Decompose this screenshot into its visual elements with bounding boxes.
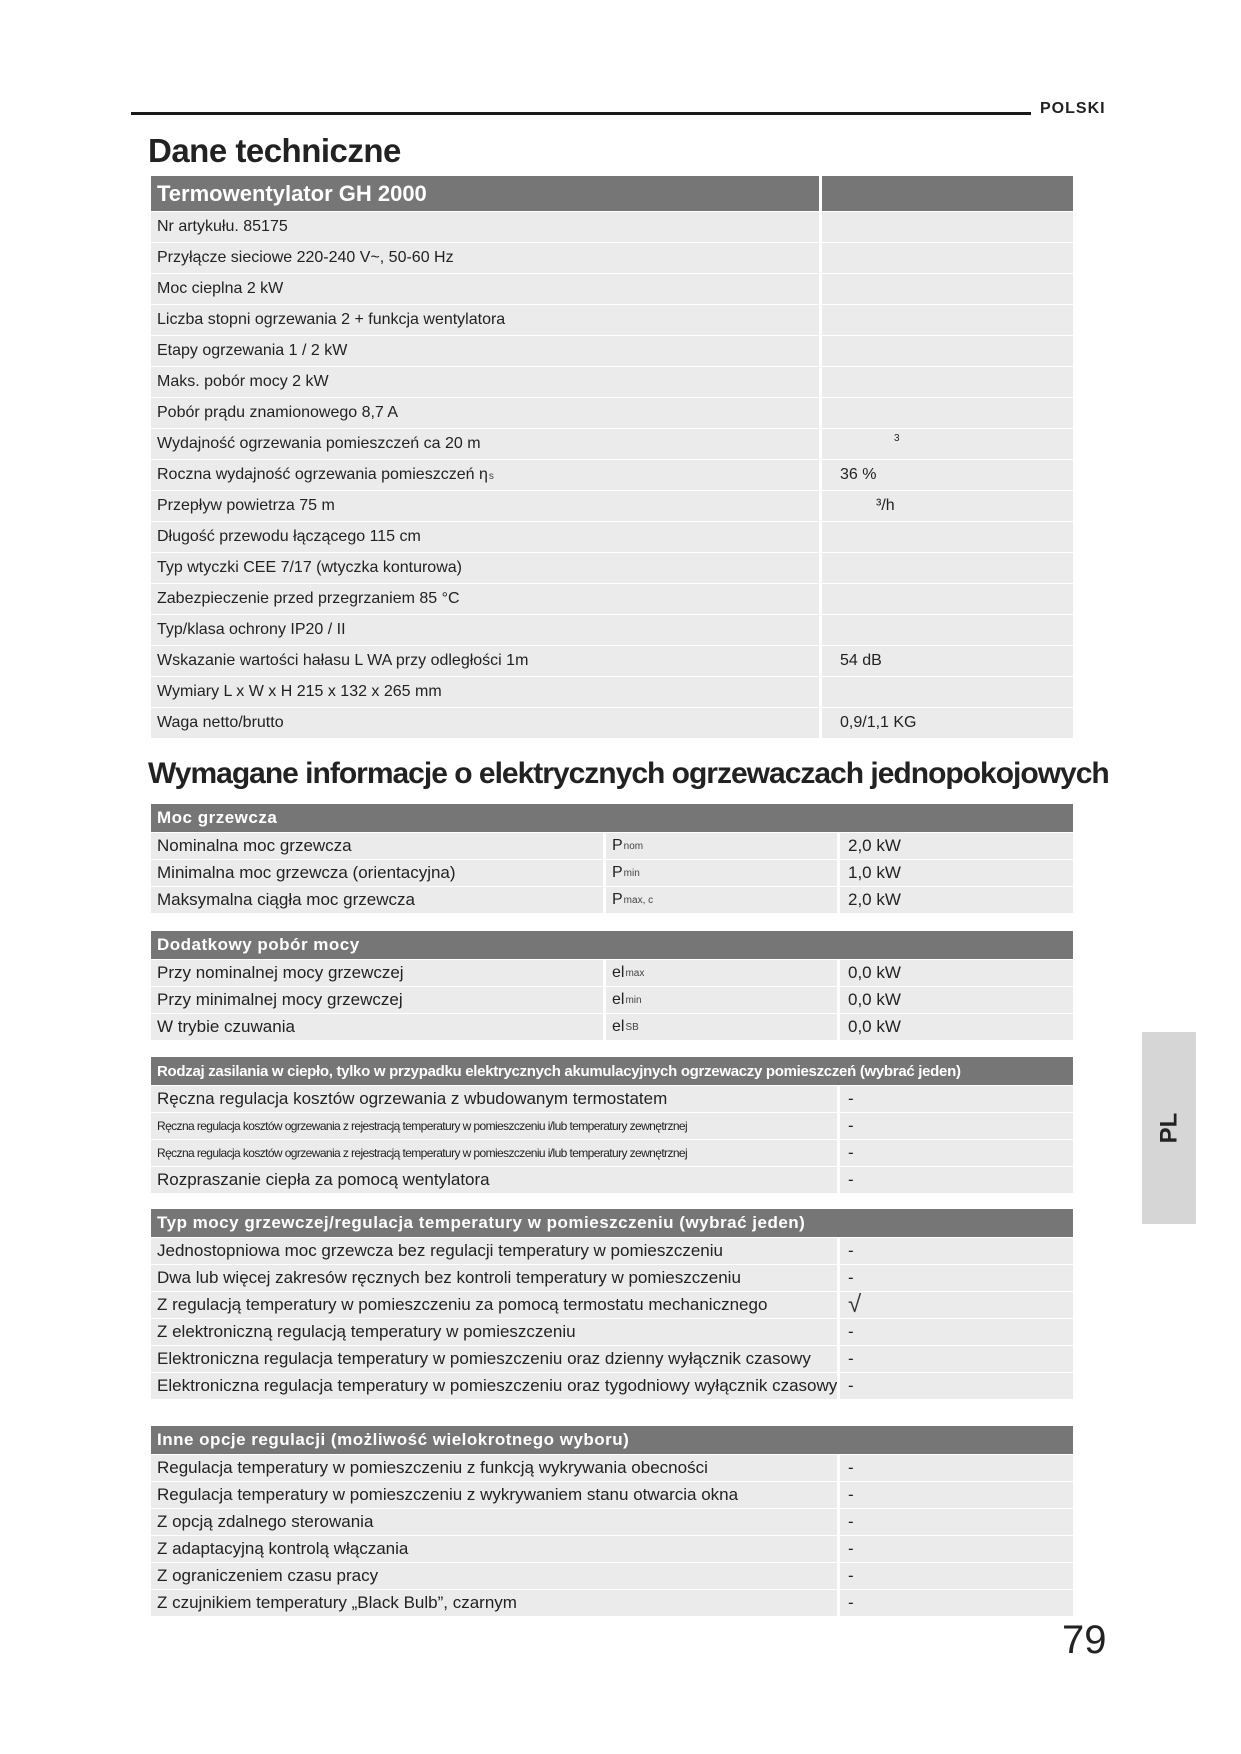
table-row bbox=[151, 1238, 1073, 1265]
table-row bbox=[151, 553, 1073, 584]
spec-value: 3 bbox=[819, 429, 1073, 459]
heat-input-table bbox=[151, 1057, 1073, 1194]
table-title: Inne opcje regulacji (możliwość wielokrotnego wyboru) bbox=[157, 1430, 630, 1449]
table-row bbox=[151, 1455, 1073, 1482]
option-label: Jednostopniowa moc grzewcza bez regulacji temperatury w pomieszczeniu bbox=[157, 1241, 723, 1260]
option-value: - bbox=[837, 1373, 1073, 1399]
symbol-text: el bbox=[612, 964, 625, 981]
table-row bbox=[151, 1167, 1073, 1194]
spec-label bbox=[151, 342, 819, 360]
parameter-symbol bbox=[603, 960, 837, 986]
table-row bbox=[151, 305, 1073, 336]
parameter-label: Przy minimalnej mocy grzewczej bbox=[157, 990, 403, 1009]
spec-label-text: Długość przewodu łączącego 115 cm bbox=[157, 528, 421, 545]
spec-value bbox=[819, 367, 1073, 397]
table-row bbox=[151, 1113, 1073, 1140]
spec-label-text: Zabezpieczenie przed przegrzaniem 85 °C bbox=[157, 590, 460, 607]
spec-label-text: Moc cieplna 2 kW bbox=[157, 280, 284, 297]
table-header bbox=[151, 176, 1073, 212]
header-rule bbox=[131, 112, 1031, 115]
table-row bbox=[151, 1292, 1073, 1319]
spec-label bbox=[151, 311, 819, 329]
table-header bbox=[151, 931, 1073, 960]
table-row bbox=[151, 584, 1073, 615]
spec-value bbox=[819, 336, 1073, 366]
option-value: - bbox=[837, 1319, 1073, 1345]
spec-label-text: Pobór prądu znamionowego 8,7 A bbox=[157, 404, 399, 421]
table-row bbox=[151, 460, 1073, 491]
spec-label bbox=[151, 249, 819, 267]
option-label: Dwa lub więcej zakresów ręcznych bez kontroli temperatury w pomieszczeniu bbox=[157, 1268, 741, 1287]
spec-label bbox=[151, 559, 819, 577]
parameter-label: W trybie czuwania bbox=[157, 1017, 295, 1036]
option-label: Z adaptacyjną kontrolą włączania bbox=[157, 1539, 409, 1558]
parameter-value: 0,0 kW bbox=[837, 960, 1073, 986]
symbol-subscript: SB bbox=[625, 1021, 639, 1033]
option-value: - bbox=[837, 1265, 1073, 1291]
spec-label bbox=[151, 435, 819, 453]
parameter-value: 2,0 kW bbox=[837, 887, 1073, 913]
table-row bbox=[151, 646, 1073, 677]
option-label: Ręczna regulacja kosztów ogrzewania z rejestracją temperatury w pomieszczeniu i/lub temperatury zewnętrznej bbox=[157, 1146, 688, 1160]
table-row bbox=[151, 398, 1073, 429]
symbol-subscript: min bbox=[625, 994, 642, 1006]
table-row bbox=[151, 367, 1073, 398]
side-tab-label: PL bbox=[1154, 1112, 1182, 1144]
symbol-subscript: max, c bbox=[623, 894, 654, 906]
spec-label bbox=[151, 683, 819, 701]
page-number: 79 bbox=[1062, 1618, 1107, 1662]
spec-label bbox=[151, 218, 819, 236]
header-empty-cell bbox=[819, 176, 1073, 211]
option-label: Regulacja temperatury w pomieszczeniu z wykrywaniem stanu otwarcia okna bbox=[157, 1485, 739, 1504]
table-row bbox=[151, 677, 1073, 708]
symbol-subscript: max bbox=[625, 967, 645, 979]
spec-label-text: Przepływ powietrza 75 m bbox=[157, 497, 335, 514]
option-value: - bbox=[837, 1482, 1073, 1508]
table-row bbox=[151, 1509, 1073, 1536]
spec-label-text: Przyłącze sieciowe 220-240 V~, 50-60 Hz bbox=[157, 249, 454, 266]
table-row bbox=[151, 336, 1073, 367]
option-value: - bbox=[837, 1509, 1073, 1535]
parameter-symbol bbox=[603, 833, 837, 859]
parameter-symbol bbox=[603, 1014, 837, 1040]
parameter-value: 0,0 kW bbox=[837, 1014, 1073, 1040]
parameter-label: Minimalna moc grzewcza (orientacyjna) bbox=[157, 863, 456, 882]
spec-label-text: Waga netto/brutto bbox=[157, 714, 284, 731]
table-row bbox=[151, 1346, 1073, 1373]
spec-label bbox=[151, 404, 819, 422]
symbol-subscript: min bbox=[623, 867, 640, 879]
option-label: Z czujnikiem temperatury „Black Bulb”, czarnym bbox=[157, 1593, 517, 1612]
parameter-value: 1,0 kW bbox=[837, 860, 1073, 886]
table-row bbox=[151, 491, 1073, 522]
option-value: - bbox=[837, 1455, 1073, 1481]
technical-data-table bbox=[151, 176, 1073, 739]
table-title: Moc grzewcza bbox=[157, 808, 278, 827]
option-label: Regulacja temperatury w pomieszczeniu z funkcją wykrywania obecności bbox=[157, 1458, 708, 1477]
spec-value bbox=[819, 398, 1073, 428]
parameter-symbol bbox=[603, 860, 837, 886]
spec-label bbox=[151, 280, 819, 298]
checkmark-value: √ bbox=[837, 1292, 1073, 1318]
table-row bbox=[151, 212, 1073, 243]
option-label: Rozpraszanie ciepła za pomocą wentylatora bbox=[157, 1170, 490, 1189]
table-row bbox=[151, 522, 1073, 553]
option-value: - bbox=[837, 1536, 1073, 1562]
table-row bbox=[151, 860, 1073, 887]
spec-label-subscript: s bbox=[488, 471, 494, 482]
table-header bbox=[151, 1209, 1073, 1238]
option-label: Z ograniczeniem czasu pracy bbox=[157, 1566, 379, 1585]
language-label: POLSKI bbox=[1040, 100, 1106, 117]
table-title: Dodatkowy pobór mocy bbox=[157, 935, 360, 954]
spec-value bbox=[819, 274, 1073, 304]
spec-label bbox=[151, 528, 819, 546]
spec-label bbox=[151, 497, 819, 515]
spec-value: 0,9/1,1 KG bbox=[819, 708, 1073, 738]
table-row bbox=[151, 1140, 1073, 1167]
table-row bbox=[151, 1563, 1073, 1590]
spec-label bbox=[151, 652, 819, 670]
aux-power-table bbox=[151, 931, 1073, 1041]
parameter-symbol bbox=[603, 987, 837, 1013]
spec-label-text: Wydajność ogrzewania pomieszczeń ca 20 m bbox=[157, 435, 481, 452]
spec-value bbox=[819, 305, 1073, 335]
table-row bbox=[151, 274, 1073, 305]
table-row bbox=[151, 615, 1073, 646]
spec-label-text: Wymiary L x W x H 215 x 132 x 265 mm bbox=[157, 683, 442, 700]
option-value: - bbox=[837, 1140, 1073, 1166]
table-row bbox=[151, 708, 1073, 739]
parameter-label: Przy nominalnej mocy grzewczej bbox=[157, 963, 404, 982]
spec-value: 36 % bbox=[819, 460, 1073, 490]
table-row bbox=[151, 960, 1073, 987]
spec-label bbox=[151, 466, 819, 484]
table-row bbox=[151, 833, 1073, 860]
spec-value bbox=[819, 522, 1073, 552]
option-label: Ręczna regulacja kosztów ogrzewania z rejestracją temperatury w pomieszczeniu i/lub temperatury zewnętrznej bbox=[157, 1119, 688, 1133]
spec-label-text: Liczba stopni ogrzewania 2 + funkcja wentylatora bbox=[157, 311, 506, 328]
table-row bbox=[151, 1482, 1073, 1509]
spec-label bbox=[151, 621, 819, 639]
option-value: - bbox=[837, 1590, 1073, 1616]
option-label: Elektroniczna regulacja temperatury w pomieszczeniu oraz tygodniowy wyłącznik czasowy bbox=[157, 1376, 837, 1395]
spec-value bbox=[819, 584, 1073, 614]
section-title-technical-data: Dane techniczne bbox=[148, 132, 401, 169]
spec-value: 54 dB bbox=[819, 646, 1073, 676]
spec-label bbox=[151, 714, 819, 732]
parameter-symbol bbox=[603, 887, 837, 913]
table-header bbox=[151, 1426, 1073, 1455]
spec-value bbox=[819, 553, 1073, 583]
option-value: - bbox=[837, 1238, 1073, 1264]
spec-value: ³/h bbox=[819, 491, 1073, 521]
option-label: Elektroniczna regulacja temperatury w pomieszczeniu oraz dzienny wyłącznik czasowy bbox=[157, 1349, 811, 1368]
spec-value bbox=[819, 615, 1073, 645]
control-type-table bbox=[151, 1209, 1073, 1400]
spec-label-text: Etapy ogrzewania 1 / 2 kW bbox=[157, 342, 348, 359]
spec-label-text: Roczna wydajność ogrzewania pomieszczeń η bbox=[157, 466, 488, 483]
option-value: - bbox=[837, 1167, 1073, 1193]
symbol-subscript: nom bbox=[623, 840, 644, 852]
heat-output-table bbox=[151, 804, 1073, 914]
spec-label-text: Nr artykułu. 85175 bbox=[157, 218, 288, 235]
table-row bbox=[151, 1014, 1073, 1041]
table-header bbox=[151, 804, 1073, 833]
table-row bbox=[151, 1319, 1073, 1346]
parameter-value: 0,0 kW bbox=[837, 987, 1073, 1013]
option-label: Z elektroniczną regulacją temperatury w pomieszczeniu bbox=[157, 1322, 576, 1341]
spec-label-text: Wskazanie wartości hałasu L WA przy odległości 1m bbox=[157, 652, 529, 669]
table-row bbox=[151, 887, 1073, 914]
symbol-text: P bbox=[612, 864, 623, 881]
table-row bbox=[151, 1373, 1073, 1400]
spec-label bbox=[151, 590, 819, 608]
spec-label bbox=[151, 373, 819, 391]
table-row bbox=[151, 243, 1073, 274]
language-side-tab bbox=[1142, 1032, 1196, 1224]
spec-value bbox=[819, 212, 1073, 242]
option-value: - bbox=[837, 1113, 1073, 1139]
spec-value bbox=[819, 243, 1073, 273]
table-row bbox=[151, 1536, 1073, 1563]
table-row bbox=[151, 429, 1073, 460]
symbol-text: el bbox=[612, 991, 625, 1008]
spec-label-text: Maks. pobór mocy 2 kW bbox=[157, 373, 329, 390]
option-label: Ręczna regulacja kosztów ogrzewania z wbudowanym termostatem bbox=[157, 1089, 668, 1108]
spec-value bbox=[819, 677, 1073, 707]
section-title-required-info: Wymagane informacje o elektrycznych ogrzewaczach jednopokojowych bbox=[148, 757, 1109, 790]
option-value: - bbox=[837, 1346, 1073, 1372]
spec-label-text: Typ/klasa ochrony IP20 / II bbox=[157, 621, 346, 638]
table-row bbox=[151, 1590, 1073, 1617]
table-title: Typ mocy grzewczej/regulacja temperatury w pomieszczeniu (wybrać jeden) bbox=[157, 1213, 806, 1232]
table-header bbox=[151, 1057, 1073, 1086]
table-row bbox=[151, 987, 1073, 1014]
table-title: Rodzaj zasilania w ciepło, tylko w przypadku elektrycznych akumulacyjnych ogrzewaczy pomieszczeń (wybrać jeden) bbox=[157, 1062, 961, 1080]
parameter-value: 2,0 kW bbox=[837, 833, 1073, 859]
parameter-label: Maksymalna ciągła moc grzewcza bbox=[157, 890, 415, 909]
option-value: - bbox=[837, 1086, 1073, 1112]
option-label: Z opcją zdalnego sterowania bbox=[157, 1512, 374, 1531]
product-name: Termowentylator GH 2000 bbox=[157, 180, 427, 206]
table-row bbox=[151, 1086, 1073, 1113]
symbol-text: P bbox=[612, 837, 623, 854]
symbol-text: P bbox=[612, 891, 623, 908]
spec-label-text: Typ wtyczki CEE 7/17 (wtyczka konturowa) bbox=[157, 559, 462, 576]
parameter-label: Nominalna moc grzewcza bbox=[157, 836, 352, 855]
option-value: - bbox=[837, 1563, 1073, 1589]
option-label: Z regulacją temperatury w pomieszczeniu za pomocą termostatu mechanicznego bbox=[157, 1295, 768, 1314]
other-options-table bbox=[151, 1426, 1073, 1617]
symbol-text: el bbox=[612, 1018, 625, 1035]
table-row bbox=[151, 1265, 1073, 1292]
